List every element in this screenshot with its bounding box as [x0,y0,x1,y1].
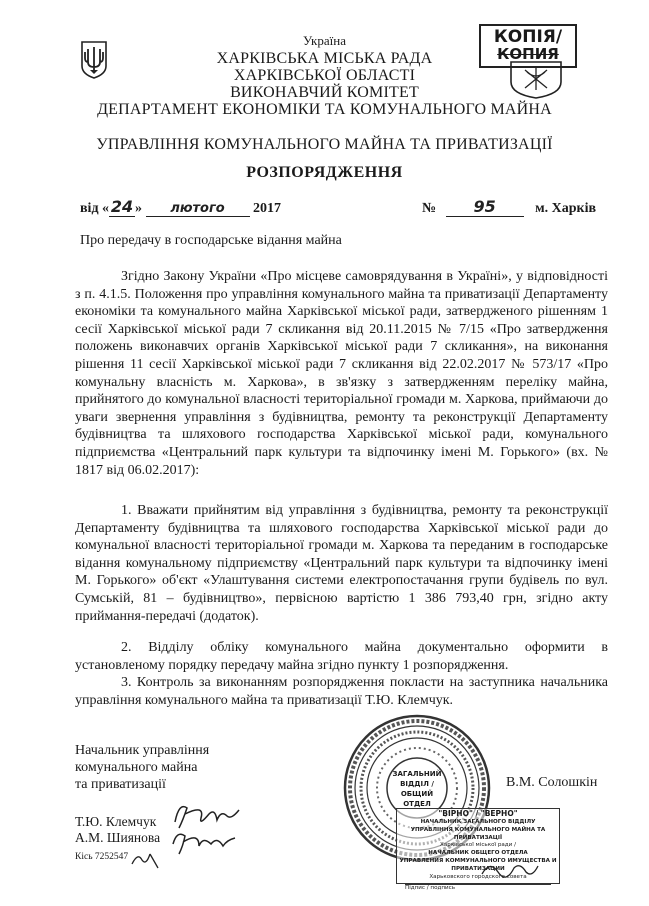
visa-name-2: А.М. Шиянова [75,830,161,845]
signatory-title-line2: комунального майна [75,760,198,775]
council-name-line1: ХАРКІВСЬКА МІСЬКА РАДА [216,50,433,67]
order-item-3: 3. Контроль за виконанням розпорядження покласти на заступника начальника управління комунального майна та приватизації Т.Ю. Клемчук. [75,675,608,708]
copies-note: Кісь 7252547 [75,852,129,862]
round-seal-center-text [390,769,444,809]
cert-stamp-line2: НАЧАЛЬНИК ЗАГАЛЬНОГО ВІДДІЛУ [420,819,536,825]
copy-stamp-line2: КОПИЯ [497,45,559,63]
copy-stamp-line1: КОПІЯ/ [493,27,563,47]
signatory-title-line3: та приватизації [75,777,166,792]
cert-stamp-line7: Харьковского городского совета [429,873,527,880]
round-seal-line2: ВІДДІЛ / [400,780,434,788]
round-seal-line1: ЗАГАЛЬНИЙ [392,770,442,778]
date-mid: » [135,201,143,216]
office-name: УПРАВЛІННЯ КОМУНАЛЬНОГО МАЙНА ТА ПРИВАТИЗАЦІЇ [96,136,553,153]
cert-stamp-line6: УПРАВЛЕНИЯ КОММУНАЛЬНОГО ИМУЩЕСТВА И ПРИВАТИЗАЦИИ [399,857,557,872]
signatory-title [75,742,209,793]
date-day: 24 [110,197,134,216]
order-item-2: 2. Відділу обліку комунального майна документально оформити в установленому порядку передачу майна згідно пункту 1 розпорядження. [75,640,608,673]
visa-block [75,814,160,846]
cert-stamp-line5: НАЧАЛЬНИК ОБЩЕГО ОТДЕЛА [428,850,528,857]
cert-stamp-signature-icon [480,858,540,880]
initials-mark-icon [128,846,162,870]
executive-committee: ВИКОНАВЧИЙ КОМІТЕТ [230,84,419,101]
date-year: 2017 [253,201,282,216]
signatory-title-line1: Начальник управління [75,743,210,758]
cert-stamp-line3: УПРАВЛІННЯ КОМУНАЛЬНОГО МАЙНА ТА ПРИВАТИЗАЦІЇ [410,826,546,841]
date-month: лютого [146,201,250,217]
document-number-block [422,197,596,217]
cert-stamp-line1: "ВІРНО" / "ВЕРНО" [438,809,518,818]
subject-line: Про передачу в господарське відання майна [80,233,342,248]
document-number: 95 [446,197,524,217]
round-seal-line3: ОБЩИЙ ОТДЕЛ [400,790,434,808]
number-prefix: № [422,201,437,216]
country-label: Україна [303,33,346,48]
cert-stamp-line4: Харківської міської ради / [440,842,516,849]
signatory-name: В.М. Солошкін [506,775,598,790]
order-item-1: 1. Вважати прийнятим від управління з будівництва, ремонту та реконструкції Департаменту будівництва та шляхового господарства Харківської міської ради до комунальної власності територіальної громади м. Харкова та переданим в господарське відання комунальному підприємству «Центральний парк культури та відпочинку імені М. Горького» об'єкт «Улаштування системи електропостачання групи будівель по вул. Сумській, 81 – будівництво», первісною вартістю 1 386 793,40 грн, згідно акту приймання-передачі (додаток). [75,503,608,624]
council-name-line2: ХАРКІВСЬКОЇ ОБЛАСТІ [233,67,416,84]
intro-paragraph: Згідно Закону України «Про місцеве самоврядування в Україні», у відповідності з п. 4.1.5. Положення про управління комунального майна та приватизації Департаменту економіки та комунального майна Харківської міської ради, затвердженого рішенням 1 сесії Харківської міської ради 7 скликання від 20.11.2015 № 7/15 «Про затвердження положень виконавчих органів Харківської міської ради 7 скликання», на виконання рішення 11 сесії Харківської міської ради 7 скликання від 22.02.2017 № 573/17 «Про комунальну власність м. Харкова», в зв'язку з затвердженням переліку майна, прийнятого до комунальної власності територіальної громади м. Харкова, приймаючи до уваги звернення управління з будівництва, ремонту та реконструкції Департаменту будівництва та шляхового господарства Харківської міської ради, комунального підприємства «Центральний парк культури та відпочинку імені М. Горького» (вх. № 1817 від 06.02.2017): [75,269,608,478]
document-type: РОЗПОРЯДЖЕННЯ [246,164,403,181]
department-name: ДЕПАРТАМЕНТ ЕКОНОМІКИ ТА КОМУНАЛЬНОГО МАЙНА [97,101,552,118]
cert-stamp-line8: Підпис / подпись [405,884,551,893]
date-prefix: від « [80,201,110,216]
visa-name-1: Т.Ю. Клемчук [75,814,157,829]
city-label: м. Харків [535,201,597,216]
document-date [80,197,281,217]
handwritten-signature-icon [165,800,245,862]
